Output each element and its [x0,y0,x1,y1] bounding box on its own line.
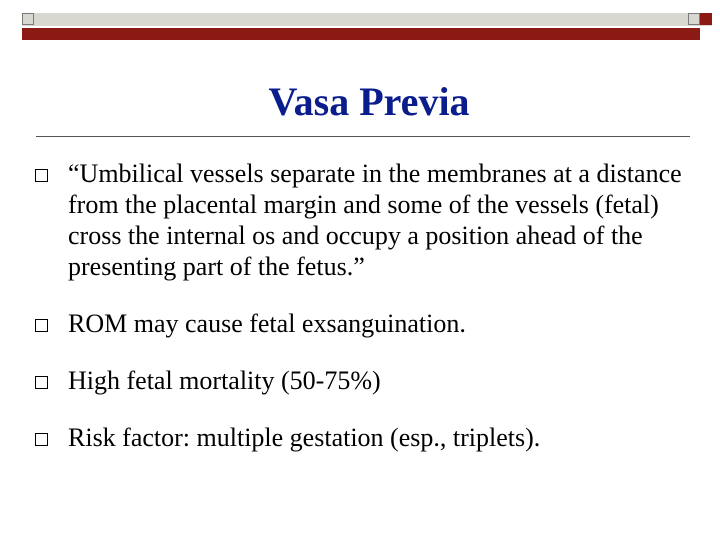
title-divider [36,136,690,137]
bullet-text: “Umbilical vessels separate in the membranes at a distance from the placental margin and some of the vessels (fetal) cross the internal os and occupy a position ahead of the presenting part of the fetus.” [68,159,682,281]
top-decorative-band [22,13,712,26]
corner-square-left [22,13,34,25]
bullet-item-rom [34,308,694,339]
bullet-text: ROM may cause fetal exsanguination. [68,309,466,338]
corner-accent-square [688,28,700,40]
square-bullet-icon [35,169,48,182]
square-bullet-icon [35,376,48,389]
bullet-item-risk-factor [34,422,694,453]
corner-square-right [688,13,700,25]
bullet-item-definition [34,158,694,282]
square-bullet-icon [35,319,48,332]
square-bullet-icon [35,433,48,446]
bullet-item-mortality [34,365,694,396]
bullet-text: High fetal mortality (50-75%) [68,366,381,395]
slide-title: Vasa Previa [268,79,470,124]
bullet-list [34,158,694,453]
bullet-text: Risk factor: multiple gestation (esp., triplets). [68,423,541,452]
corner-accent-square-top [700,13,712,25]
top-accent-bar [22,28,688,40]
